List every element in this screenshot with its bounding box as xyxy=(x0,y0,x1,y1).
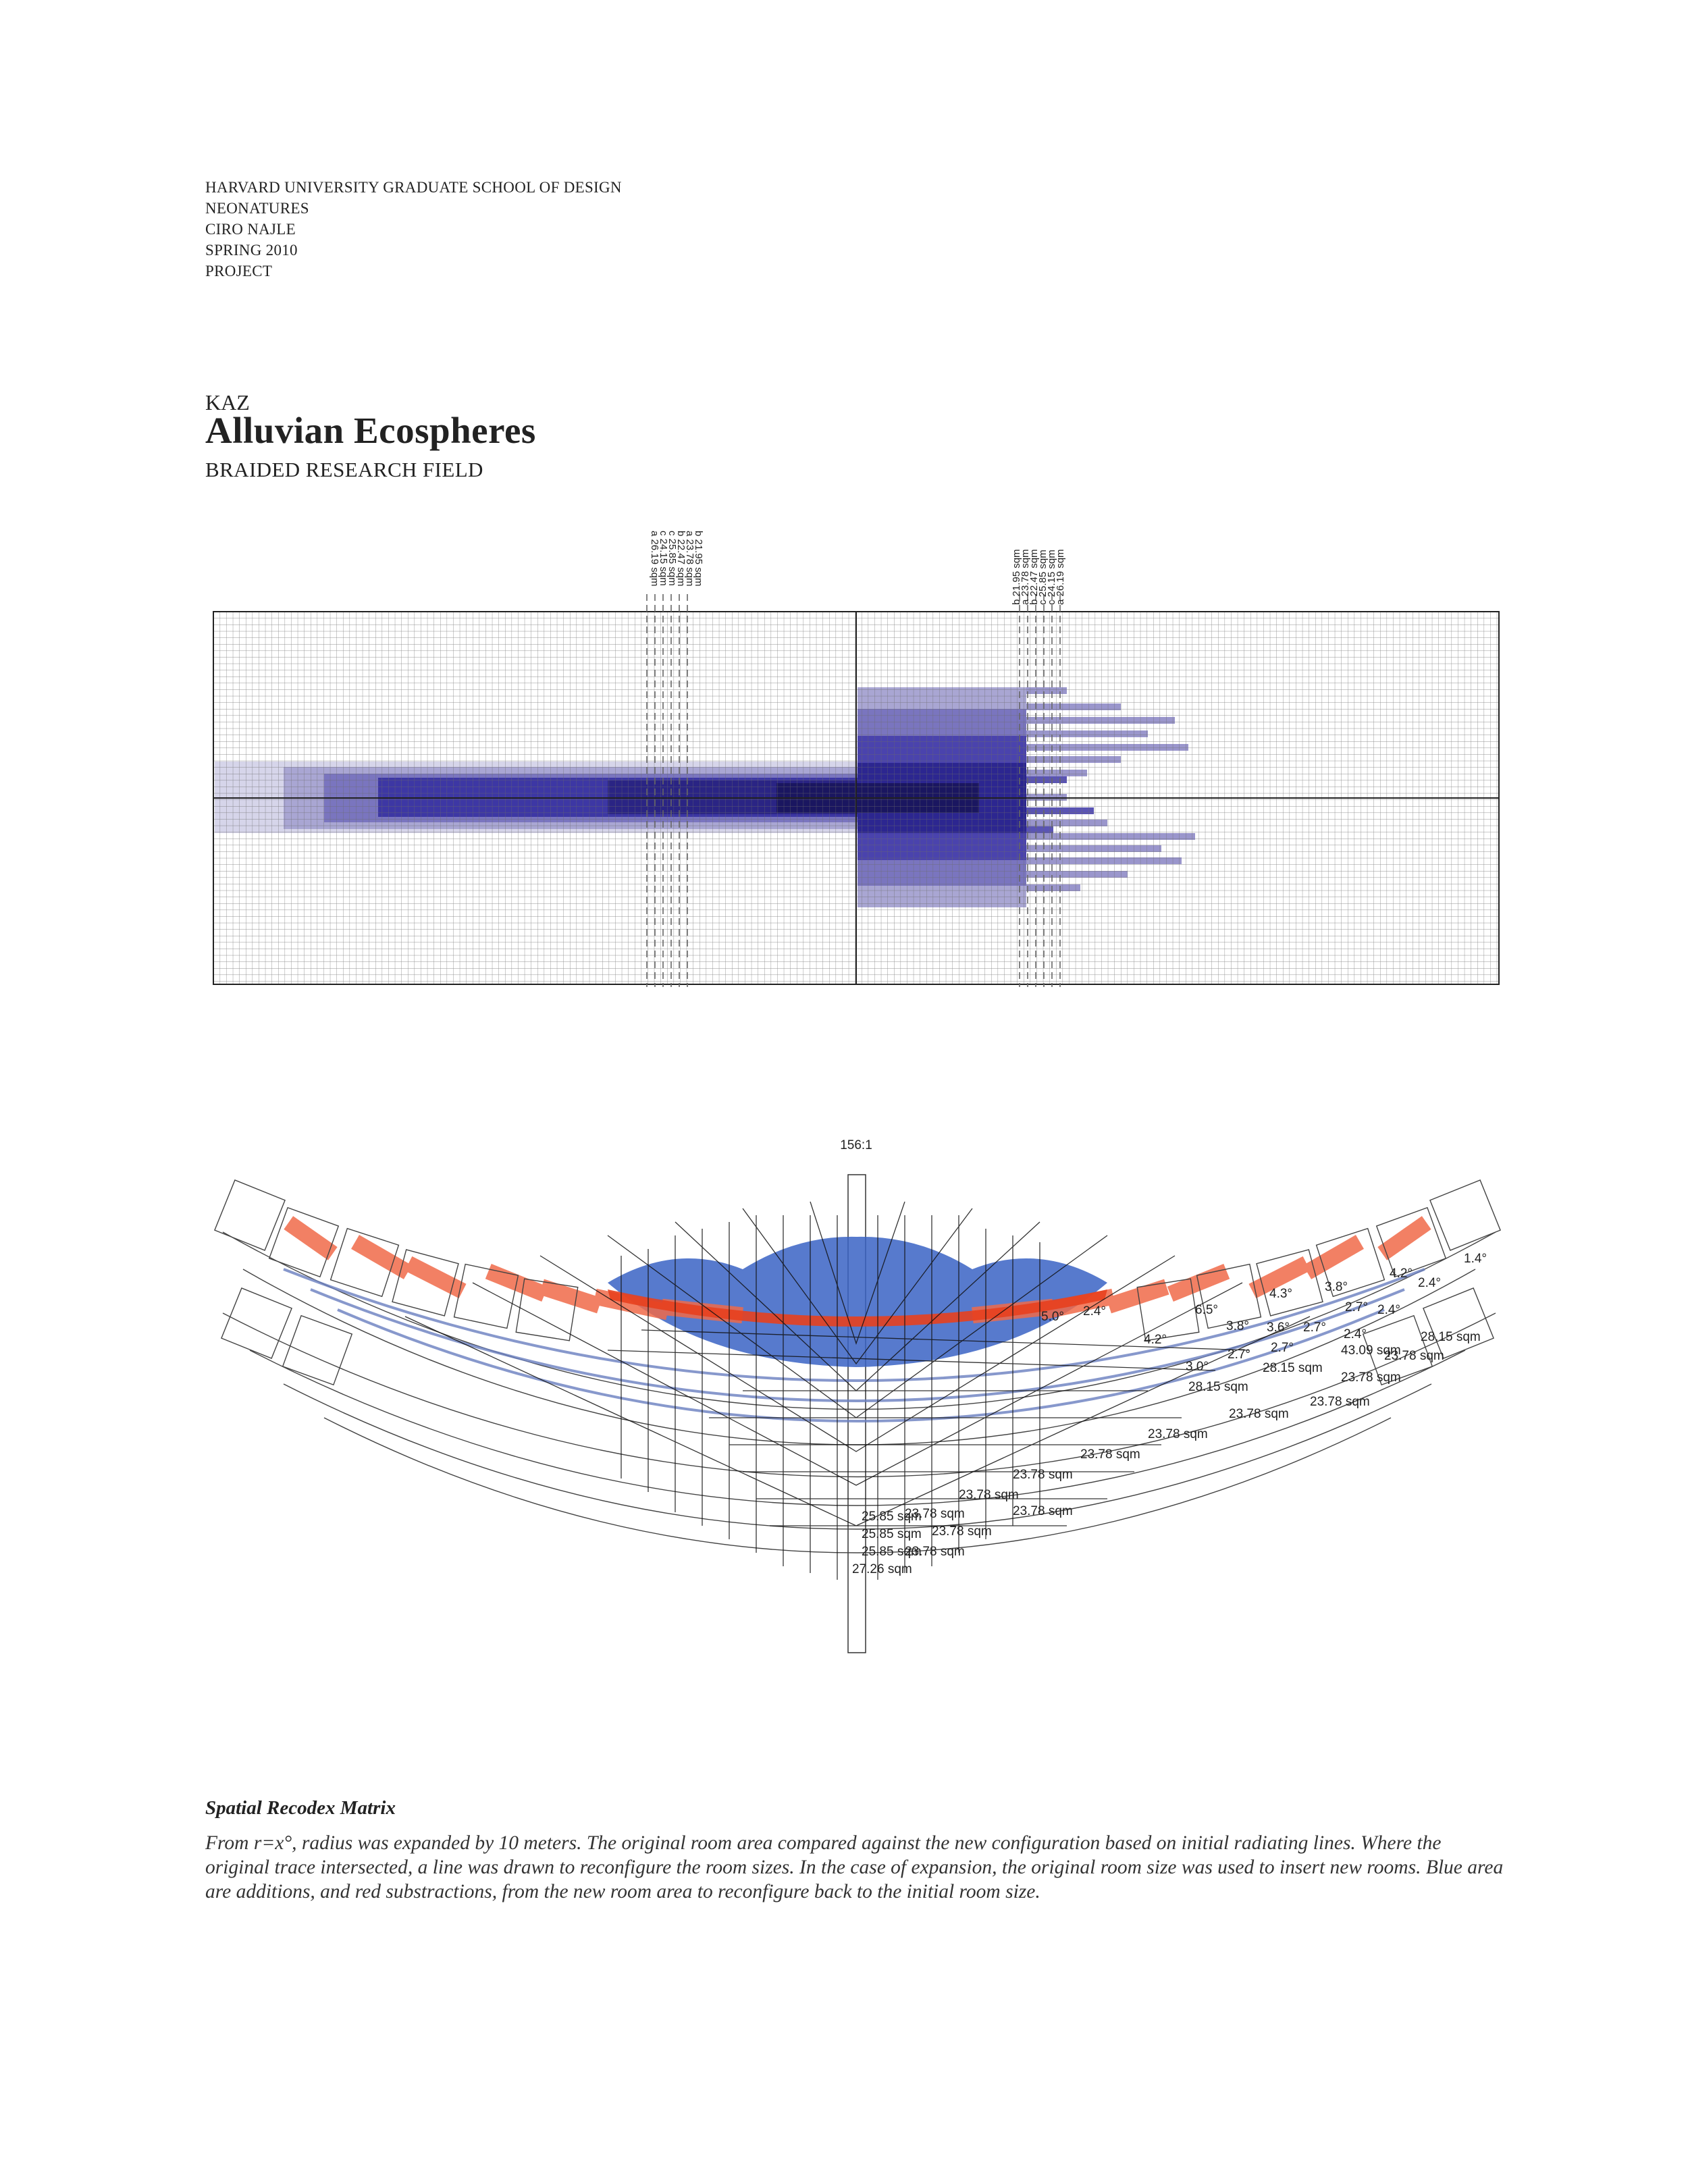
angle-label: 2.7° xyxy=(1228,1348,1251,1362)
angle-label: 2.4° xyxy=(1418,1276,1442,1290)
radial-arc-diagram xyxy=(0,1121,1688,1661)
area-label: 28.15 sqm xyxy=(1263,1361,1323,1375)
area-label: 23.78 sqm xyxy=(1310,1395,1370,1409)
area-label: 25.85 sqm xyxy=(862,1510,922,1524)
header-school: HARVARD UNIVERSITY GRADUATE SCHOOL OF DESIGN xyxy=(205,179,622,196)
right-cut-label-4: c 25.85 sqm xyxy=(1037,550,1049,605)
project-author: KAZ xyxy=(205,390,250,415)
right-cut-labels xyxy=(1011,549,1066,605)
area-labels xyxy=(852,1330,1481,1576)
left-cut-label-6: a 26.19 sqm xyxy=(649,531,660,587)
angle-label: 2.4° xyxy=(1083,1304,1107,1319)
right-cut-label-1: b 21.95 sqm xyxy=(1011,549,1022,605)
page-title: Alluvian Ecospheres xyxy=(205,410,536,451)
caption-body: From r=x°, radius was expanded by 10 meters. The original room area compared against the new configuration based on initial radiating lines. Where the original trace intersected, a line was drawn to reconfigure the room sizes. In the case of expansion, the original room size was used to insert new rooms. Blue area are additions, and red substractions, from the new room area to reconfigure back to the initial room size. xyxy=(205,1832,1504,1902)
area-label: 28.15 sqm xyxy=(1188,1380,1248,1394)
angle-label: 2.7° xyxy=(1303,1321,1327,1335)
area-label: 27.26 sqm xyxy=(852,1562,912,1576)
angle-label: 4.2° xyxy=(1144,1333,1167,1347)
header-type: PROJECT xyxy=(205,263,273,279)
angle-label: 2.4° xyxy=(1377,1303,1401,1317)
angle-label: 5.0° xyxy=(1041,1310,1065,1324)
angle-label: 3.8° xyxy=(1226,1319,1250,1333)
area-label: 23.78 sqm xyxy=(1148,1427,1208,1441)
left-cut-label-5: c 24.15 sqm xyxy=(658,531,669,586)
left-cut-label-4: c 25.85 sqm xyxy=(666,531,678,586)
angle-label: 3.6° xyxy=(1267,1321,1290,1335)
right-cut-label-6: a 26.19 sqm xyxy=(1055,549,1066,605)
area-label: 25.85 sqm xyxy=(862,1545,922,1559)
angle-label: 4.3° xyxy=(1269,1287,1293,1301)
area-label: 23.78 sqm xyxy=(905,1545,965,1559)
area-label: 28.15 sqm xyxy=(1421,1330,1481,1344)
left-cut-labels xyxy=(649,531,704,587)
right-cut-label-5: c 24.15 sqm xyxy=(1046,550,1057,605)
area-label: 23.78 sqm xyxy=(1013,1468,1073,1482)
area-label: 25.85 sqm xyxy=(862,1527,922,1541)
header-term: SPRING 2010 xyxy=(205,242,298,259)
right-cut-label-3: b 22.47 sqm xyxy=(1028,549,1040,605)
angle-label: 3.8° xyxy=(1325,1280,1348,1294)
area-label: 23.78 sqm xyxy=(905,1507,965,1521)
right-cut-label-2: a 23.78 sqm xyxy=(1020,549,1031,605)
angle-label: 2.7° xyxy=(1271,1341,1294,1355)
caption-title: Spatial Recodex Matrix xyxy=(205,1797,396,1819)
area-label: 23.78 sqm xyxy=(1229,1407,1289,1421)
angle-label: 6.5° xyxy=(1195,1303,1219,1317)
scale-label: 156:1 xyxy=(840,1138,872,1152)
area-label: 23.78 sqm xyxy=(1080,1447,1140,1462)
recodex-matrix-diagram xyxy=(0,520,1688,992)
left-cut-label-3: b 22.47 sqm xyxy=(675,531,687,587)
area-label: 23.78 sqm xyxy=(959,1488,1019,1502)
angle-label: 1.4° xyxy=(1464,1252,1487,1266)
angle-label: 4.2° xyxy=(1390,1267,1413,1281)
header-block xyxy=(205,177,622,282)
area-label: 23.78 sqm xyxy=(1341,1370,1401,1385)
angle-label: 3.0° xyxy=(1186,1360,1209,1374)
angle-label: 2.7° xyxy=(1345,1300,1369,1314)
area-label: 23.78 sqm xyxy=(932,1524,992,1539)
angle-label: 2.4° xyxy=(1344,1327,1367,1341)
area-label: 23.78 sqm xyxy=(1013,1504,1073,1518)
left-cut-label-1: b 21.95 sqm xyxy=(693,531,704,587)
area-label: 23.78 sqm xyxy=(1384,1349,1444,1363)
header-studio: NEONATURES xyxy=(205,200,309,217)
area-label: 43.09 sqm xyxy=(1341,1343,1401,1358)
left-cut-label-2: a 23.78 sqm xyxy=(684,531,695,587)
page-subtitle: BRAIDED RESEARCH FIELD xyxy=(205,458,483,481)
header-critic: CIRO NAJLE xyxy=(205,221,296,238)
